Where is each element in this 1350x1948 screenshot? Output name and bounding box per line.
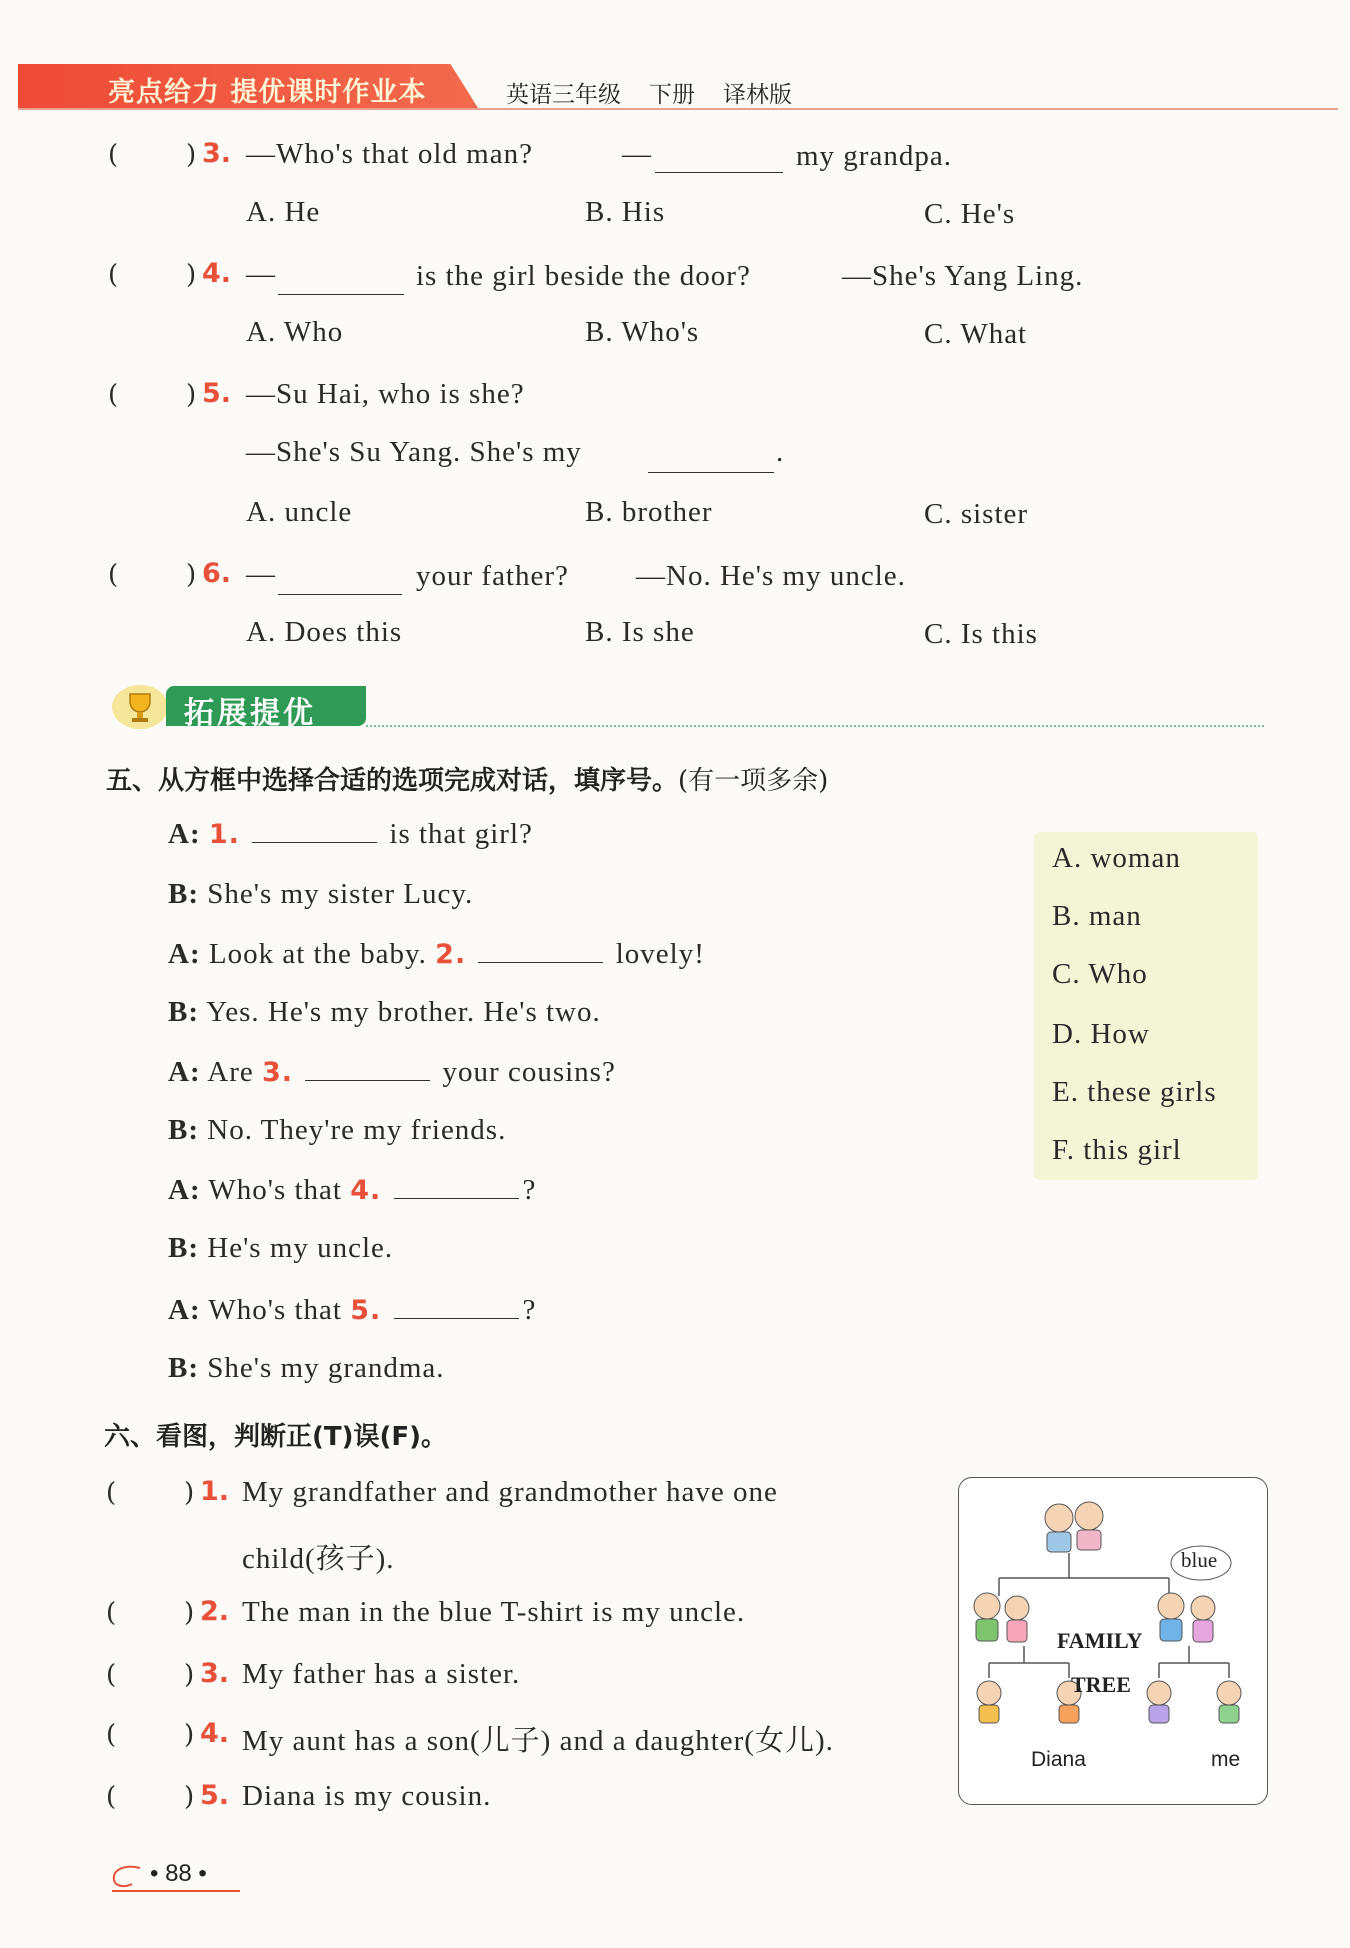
answer-blank[interactable] bbox=[394, 1176, 519, 1199]
term: 下册 bbox=[649, 82, 695, 108]
item-number: 1. bbox=[200, 1476, 230, 1507]
answer-paren-close: ) bbox=[186, 560, 197, 590]
option-c: C. sister bbox=[924, 498, 1029, 530]
question-reply: —No. He's my uncle. bbox=[636, 560, 906, 592]
option-a: A. Does this bbox=[246, 616, 403, 648]
section-title: 六、看图，判断正(T)误(F)。 bbox=[104, 1422, 448, 1452]
speaker: B: bbox=[168, 1114, 199, 1146]
page-number: • 88 • bbox=[150, 1860, 207, 1887]
line-text: He's my uncle. bbox=[207, 1232, 394, 1264]
answer-blank[interactable] bbox=[278, 294, 404, 295]
dialogue-line bbox=[168, 818, 533, 851]
option-a: A. uncle bbox=[246, 496, 353, 528]
answer-blank[interactable] bbox=[648, 472, 774, 473]
answer-blank[interactable] bbox=[655, 172, 783, 173]
banner-rule bbox=[366, 725, 1264, 727]
item-number: 3. bbox=[200, 1658, 230, 1689]
option-b: B. man bbox=[1052, 900, 1142, 932]
speaker: A: bbox=[168, 1056, 201, 1088]
answer-paren[interactable]: ( bbox=[106, 1782, 117, 1812]
line-text: No. They're my friends. bbox=[207, 1114, 507, 1146]
option-b: B. His bbox=[585, 196, 666, 228]
item-text: My father has a sister. bbox=[242, 1658, 521, 1690]
option-b: B. Who's bbox=[585, 316, 700, 348]
answer-paren-close: ) bbox=[186, 140, 197, 170]
subject: 英语三年级 bbox=[506, 82, 621, 108]
question-number: 6. bbox=[202, 558, 232, 589]
answer-paren[interactable]: ( bbox=[108, 260, 119, 290]
speaker: B: bbox=[168, 1232, 199, 1264]
answer-blank[interactable] bbox=[394, 1296, 519, 1319]
option-c: C. He's bbox=[924, 198, 1016, 230]
line-text: Who's that bbox=[208, 1174, 342, 1206]
question-stem-end: . bbox=[776, 436, 785, 468]
answer-paren-close: ) bbox=[184, 1478, 195, 1508]
line-text: She's my grandma. bbox=[207, 1352, 445, 1384]
question-dash: — bbox=[246, 558, 276, 590]
option-c: C. Who bbox=[1052, 958, 1148, 990]
dialogue-line bbox=[168, 996, 601, 1029]
answer-paren-close: ) bbox=[184, 1782, 195, 1812]
speaker: A: bbox=[168, 938, 201, 970]
line-text: lovely! bbox=[615, 938, 705, 970]
option-c: C. What bbox=[924, 318, 1028, 350]
answer-paren[interactable]: ( bbox=[108, 380, 119, 410]
speaker: A: bbox=[168, 818, 201, 850]
dialogue-line bbox=[168, 1174, 536, 1207]
line-text: is that girl? bbox=[389, 818, 533, 850]
item-text: Diana is my cousin. bbox=[242, 1780, 492, 1812]
name-diana: Diana bbox=[1031, 1748, 1086, 1771]
option-a: A. He bbox=[246, 196, 321, 228]
dialogue-line bbox=[168, 1294, 536, 1327]
question-reply: —She's Yang Ling. bbox=[842, 260, 1084, 292]
option-d: D. How bbox=[1052, 1018, 1150, 1050]
line-text: your cousins? bbox=[442, 1056, 616, 1088]
question-stem: —Who's that old man? bbox=[246, 138, 533, 170]
question-number: 4. bbox=[202, 258, 232, 289]
section-note: (有一项多余) bbox=[678, 766, 829, 796]
item-text: My grandfather and grandmother have one bbox=[242, 1476, 778, 1508]
line-text: Who's that bbox=[208, 1294, 342, 1326]
item-number: 5. bbox=[200, 1780, 230, 1811]
edition: 译林版 bbox=[723, 82, 792, 108]
section-title bbox=[106, 760, 828, 797]
dialogue-line bbox=[168, 1352, 445, 1385]
options-box bbox=[1034, 832, 1258, 1180]
answer-paren[interactable]: ( bbox=[106, 1660, 117, 1690]
item-text: The man in the blue T-shirt is my uncle. bbox=[242, 1596, 746, 1628]
answer-paren-close: ) bbox=[184, 1720, 195, 1750]
speaker: A: bbox=[168, 1174, 201, 1206]
answer-paren-close: ) bbox=[186, 260, 197, 290]
answer-paren-close: ) bbox=[186, 380, 197, 410]
answer-paren-close: ) bbox=[184, 1660, 195, 1690]
trophy-icon bbox=[110, 682, 170, 732]
dialogue-line bbox=[168, 1232, 393, 1265]
question-stem-end: my grandpa. bbox=[796, 140, 952, 172]
answer-blank[interactable] bbox=[305, 1058, 430, 1081]
footer-rule bbox=[112, 1890, 240, 1892]
line-text: Yes. He's my brother. He's two. bbox=[206, 996, 601, 1028]
question-stem: is the girl beside the door? bbox=[416, 260, 751, 292]
blank-number: 5. bbox=[350, 1295, 382, 1326]
item-text: My aunt has a son(儿子) and a daughter(女儿). bbox=[242, 1725, 834, 1757]
family-tree-figure bbox=[958, 1477, 1268, 1805]
header-rule bbox=[18, 108, 1338, 110]
line-text: Are bbox=[207, 1056, 254, 1088]
option-b: B. Is she bbox=[585, 616, 695, 648]
footer-swirl-icon bbox=[110, 1862, 142, 1890]
blank-number: 3. bbox=[262, 1057, 294, 1088]
answer-paren[interactable]: ( bbox=[106, 1598, 117, 1628]
item-text-2: child(孩子). bbox=[242, 1543, 395, 1575]
blank-number: 1. bbox=[208, 819, 240, 850]
speaker: B: bbox=[168, 878, 199, 910]
dialogue-line bbox=[168, 1114, 506, 1147]
item-number: 2. bbox=[200, 1596, 230, 1627]
dialogue-line bbox=[168, 878, 473, 911]
line-text: Look at the baby. bbox=[208, 938, 427, 970]
answer-blank[interactable] bbox=[478, 940, 603, 963]
section-title-text: 五、从方框中选择合适的选项完成对话，填序号。 bbox=[106, 766, 679, 796]
line-text: ? bbox=[522, 1174, 537, 1206]
answer-paren[interactable]: ( bbox=[106, 1478, 117, 1508]
answer-paren[interactable]: ( bbox=[108, 560, 119, 590]
question-stem: —Su Hai, who is she? bbox=[246, 378, 525, 410]
name-me: me bbox=[1211, 1748, 1241, 1771]
question-number: 3. bbox=[202, 138, 232, 169]
banner-title: 拓展提优 bbox=[184, 696, 316, 731]
blank-number: 2. bbox=[435, 939, 467, 970]
option-a: A. woman bbox=[1052, 842, 1181, 874]
answer-paren[interactable]: ( bbox=[108, 140, 119, 170]
option-e: E. these girls bbox=[1052, 1076, 1217, 1108]
question-number: 5. bbox=[202, 378, 232, 409]
speaker: B: bbox=[168, 1352, 199, 1384]
answer-blank[interactable] bbox=[278, 594, 402, 595]
tree-label-tree: TREE bbox=[1071, 1672, 1131, 1697]
line-text: ? bbox=[522, 1294, 537, 1326]
dialogue-line bbox=[168, 1056, 616, 1089]
option-f: F. this girl bbox=[1052, 1134, 1182, 1166]
answer-paren-close: ) bbox=[184, 1598, 195, 1628]
blank-number: 4. bbox=[350, 1175, 382, 1206]
answer-blank[interactable] bbox=[252, 820, 377, 843]
speaker: A: bbox=[168, 1294, 201, 1326]
option-b: B. brother bbox=[585, 496, 713, 528]
question-stem-2: —She's Su Yang. She's my bbox=[246, 436, 582, 468]
option-a: A. Who bbox=[246, 316, 344, 348]
tree-label-family: FAMILY bbox=[1057, 1628, 1143, 1653]
speaker: B: bbox=[168, 996, 199, 1028]
question-stem: your father? bbox=[416, 560, 569, 592]
book-info bbox=[506, 76, 820, 109]
answer-paren[interactable]: ( bbox=[106, 1720, 117, 1750]
series-title: 亮点给力 提优课时作业本 bbox=[108, 77, 427, 108]
line-text: She's my sister Lucy. bbox=[207, 878, 474, 910]
option-c: C. Is this bbox=[924, 618, 1038, 650]
dialogue-line bbox=[168, 938, 705, 971]
question-dash: — bbox=[622, 138, 652, 170]
item-number: 4. bbox=[200, 1718, 230, 1749]
question-dash: — bbox=[246, 258, 276, 290]
bubble-text: blue bbox=[1181, 1548, 1218, 1572]
